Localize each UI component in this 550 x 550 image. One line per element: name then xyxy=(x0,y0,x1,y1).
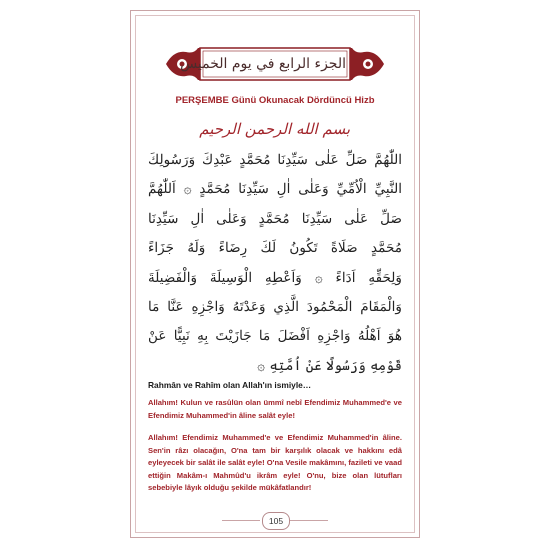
page-number-rule-right xyxy=(290,520,328,521)
arabic-line: هُوَ اَهْلُهُ وَاجْزِهِ اَفْضَلَ مَا جَازَيْتَ بِهِ نَبِيًّا عَنْ xyxy=(148,328,402,345)
header-arabic-title: الجزء الرابع في يوم الخميس xyxy=(180,56,346,72)
arabic-line: صَلِّ عَلٰى سَيِّدِنَا مُحَمَّدٍ وَعَلٰى اٰلِ سَيِّدِنَا xyxy=(148,210,402,227)
hizb-subtitle: PERŞEMBE Günü Okunacak Dördüncü Hizb xyxy=(175,95,375,106)
arabic-line: اللّٰهُمَّ صَلِّ عَلٰى سَيِّدِنَا مُحَمَّدٍ عَبْدِكَ وَرَسُولِكَ xyxy=(148,152,402,168)
arabic-line: النَّبِيِّ الْاُمِّيِّ وَعَلٰى اٰلِ سَيِّدِنَا مُحَمَّدٍ ۞ اَللّٰهُمَّ xyxy=(148,181,402,198)
arabic-line: وَالْمَقَامَ الْمَحْمُودَ الَّذِي وَعَدْتَهُ وَاجْزِهِ عَنَّا مَا xyxy=(148,298,402,315)
header-ornament xyxy=(164,44,386,84)
arabic-prayer-text xyxy=(148,146,402,381)
page-number: 105 xyxy=(262,512,290,530)
translation-paragraph-1: Allahım! Kulun ve rasûlün olan ümmî nebî Efendimiz Muhammed'e ve Efendimiz Muhammed'in âline salât eyle! xyxy=(148,398,402,420)
page-number-rule-left xyxy=(222,520,260,521)
translation-heading: Rahmân ve Rahîm olan Allah'ın ismiyle… xyxy=(148,380,312,390)
arabic-line: وَلِحَقِّهِ اَدَاءً ۞ وَاَعْطِهِ الْوَسِيلَةَ وَالْفَضِيلَةَ xyxy=(148,269,402,286)
basmala-calligraphy: بسم الله الرحمن الرحيم xyxy=(199,120,350,138)
translation-paragraph-2: Allahım! Efendimiz Muhammed'e ve Efendimiz Muhammed'in âline. Sen'in râzı olacağın, O'na tam bir karşılık olacak ve hakkını edâ eyleyecek bir salât ile salât eyle! O'na Vesile makâmını, fazileti ve vaad ettiğin Makâm-ı Mahmûd'u ikrâm eyle! O'nu, bize olan lütufları sebebiyle lâyık olduğu şekilde mükâfatlandır! xyxy=(148,433,402,493)
arabic-line: قَوْمِهِ وَرَسُولًا عَنْ اُمَّتِهِ ۞ xyxy=(257,357,402,374)
arabic-line: مُحَمَّدٍ صَلَاةً تَكُونُ لَكَ رِضَاءً وَلَهُ جَزَاءً xyxy=(148,240,402,257)
